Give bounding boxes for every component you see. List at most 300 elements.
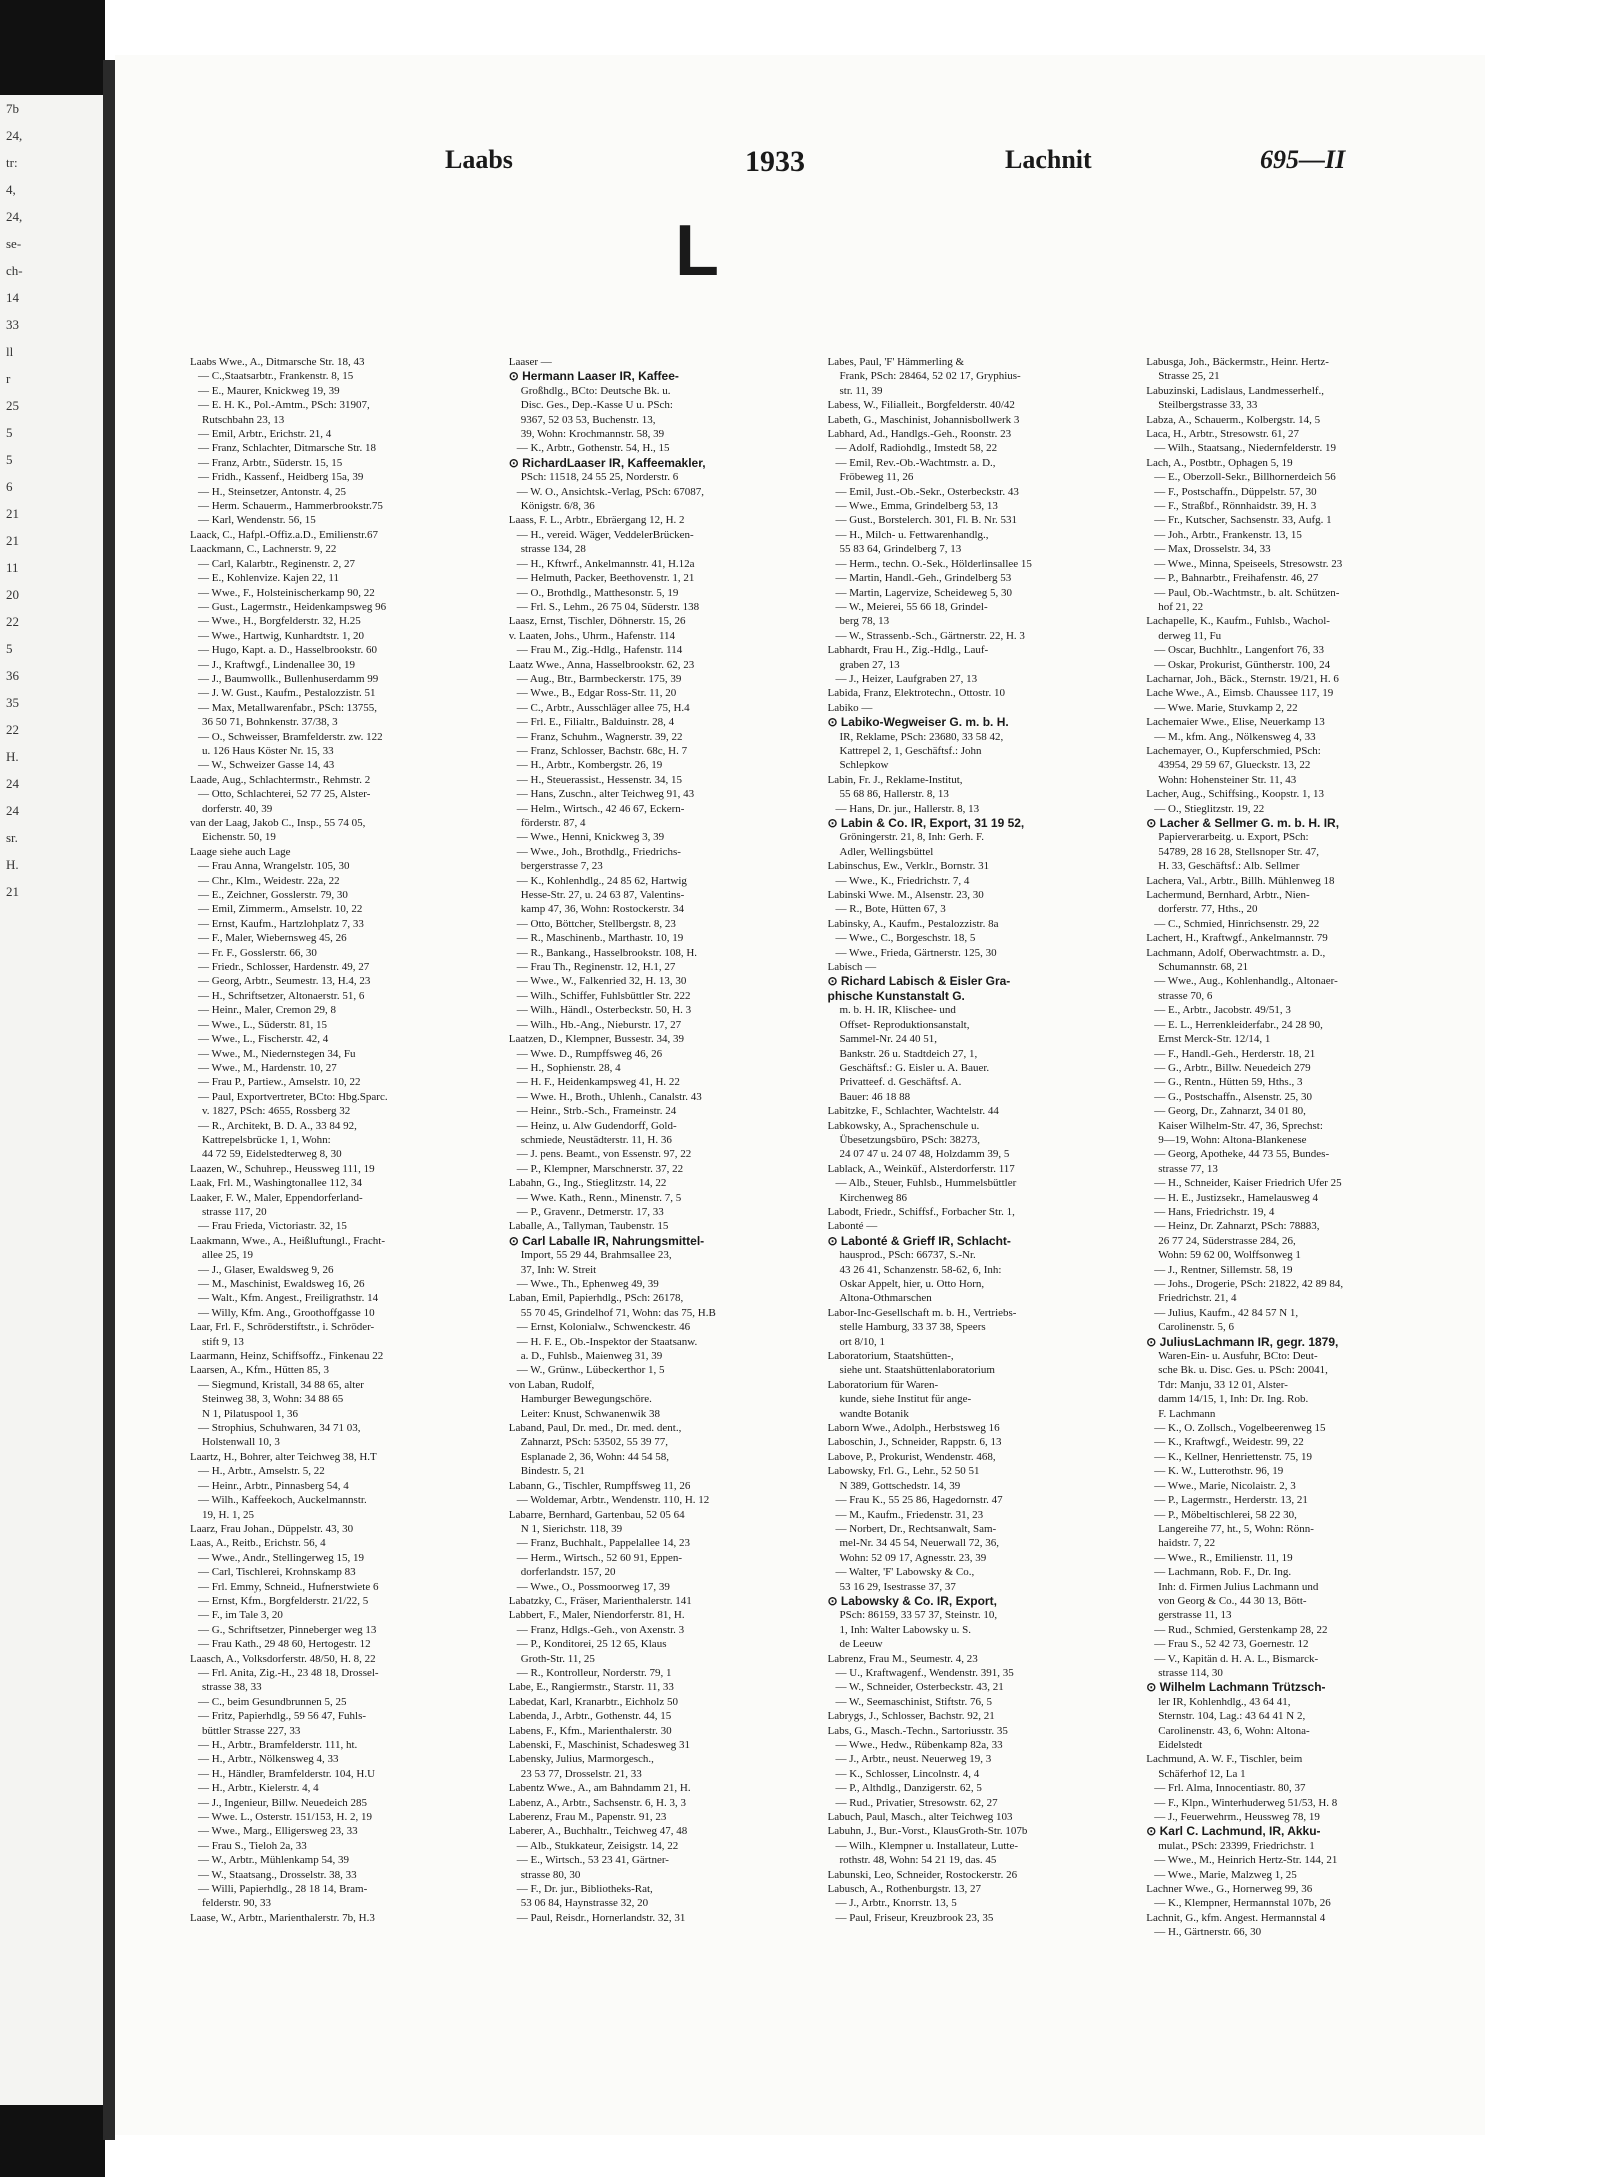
directory-entry-line: — K., Klempner, Hermannstal 107b, 26: [1154, 1897, 1331, 1910]
directory-entry-line: — Woldemar, Arbtr., Wendenstr. 110, H. 12: [516, 1494, 710, 1507]
directory-entry-line: — Emil, Arbtr., Erichstr. 21, 4: [198, 428, 332, 441]
directory-entry-line: — Helmuth, Packer, Beethovenstr. 1, 21: [516, 572, 695, 585]
directory-entry-line: mulat., PSch: 23399, Friedrichstr. 1: [1158, 1839, 1315, 1852]
directory-entry-line: — Frl. E., Filialtr., Balduinstr. 28, 4: [516, 716, 675, 729]
directory-entry-line: strasse 38, 33: [202, 1681, 262, 1694]
directory-entry-line: stift 9, 13: [202, 1335, 244, 1348]
directory-entry-line: — R., Maschinenb., Marthastr. 10, 19: [516, 932, 684, 945]
directory-entry-line: — Wwe., Joh., Brothdlg., Friedrichs-: [516, 845, 681, 858]
directory-entry-line: — Wwe. D., Rumpffsweg 46, 26: [516, 1047, 663, 1060]
directory-entry-line: de Leeuw: [839, 1638, 883, 1651]
directory-entry-line: 19, H. 1, 25: [202, 1508, 254, 1521]
directory-entry-line: — Walt., Kfm. Angest., Freiligrathstr. 14: [198, 1292, 379, 1305]
directory-entry-line: Hesse-Str. 27, u. 24 63 87, Valentins-: [520, 889, 685, 902]
directory-entry-line: Laballe, A., Tallyman, Taubenstr. 15: [508, 1220, 669, 1233]
directory-entry-line: — F., im Tale 3, 20: [198, 1609, 283, 1622]
directory-entry-line: Leiter: Knust, Schwanenwik 38: [520, 1407, 661, 1420]
directory-entry-line: Laakmann, Wwe., A., Heißluftungl., Fracht-: [190, 1234, 385, 1247]
firm-listing-line: ⊙ Labowsky & Co. IR, Export,: [827, 1593, 997, 1608]
directory-entry-line: — P., Bahnarbtr., Freihafenstr. 46, 27: [1154, 572, 1319, 585]
directory-entry-line: Laband, Paul, Dr. med., Dr. med. dent.,: [508, 1422, 682, 1435]
adjacent-page-fragment: 5: [6, 641, 13, 656]
directory-entry-line: Zahnarzt, PSch: 53502, 55 39 77,: [520, 1436, 669, 1449]
directory-entry-line: Labinschus, Ew., Verklr., Bornstr. 31: [827, 860, 990, 873]
adjacent-page-fragment: 33: [6, 317, 19, 332]
firm-listing-line: phische Kunstanstalt G.: [827, 988, 965, 1003]
directory-entry-line: derweg 11, Fu: [1158, 629, 1222, 642]
directory-entry-line: Lachemaier Wwe., Elise, Neuerkamp 13: [1146, 716, 1325, 729]
adjacent-page-fragment: tr:: [6, 155, 18, 170]
directory-entry-line: Schumannstr. 68, 21: [1158, 961, 1249, 974]
directory-entry-line: — Wilh., Staatsang., Niedernfelderstr. 19: [1154, 442, 1336, 455]
directory-entry-line: — Willy, Kfm. Ang., Groothoffgasse 10: [198, 1306, 375, 1319]
directory-entry-line: Laberer, A., Buchhaltr., Teichweg 47, 48: [508, 1825, 688, 1838]
adjacent-page-fragment: se-: [6, 236, 22, 251]
directory-entry-line: Ernst Merck-Str. 12/14, 1: [1158, 1033, 1271, 1046]
directory-entry-line: — Georg, Dr., Zahnarzt, 34 01 80,: [1154, 1105, 1306, 1118]
adjacent-page-fragment: 6: [6, 479, 13, 494]
directory-entry-line: Wohn: Hohensteiner Str. 11, 43: [1158, 773, 1297, 786]
directory-entry-line: Labeth, G., Maschinist, Johannisbollwerk 3: [827, 413, 1020, 426]
directory-entry-line: Lache Wwe., A., Eimsb. Chaussee 117, 19: [1146, 687, 1334, 700]
directory-entry-line: — Paul, Friseur, Kreuzbrook 23, 35: [835, 1911, 994, 1924]
firm-listing-line: ⊙ Lacher & Sellmer G. m. b. H. IR,: [1146, 816, 1340, 830]
directory-page: [115, 55, 1485, 2135]
firm-listing-line: ⊙ Hermann Laaser IR, Kaffee-: [508, 369, 679, 384]
directory-entry-line: — Wilh., Schiffer, Fuhlsbüttler Str. 222: [516, 989, 691, 1002]
directory-entry-line: — Paul, Reisdr., Hornerlandstr. 32, 31: [516, 1911, 686, 1924]
directory-entry-line: — C., beim Gesundbrunnen 5, 25: [198, 1695, 347, 1708]
directory-entry-line: Lachner Wwe., G., Hornerweg 99, 36: [1146, 1883, 1313, 1896]
directory-entry-line: — J., Glaser, Ewaldsweg 9, 26: [198, 1263, 334, 1276]
directory-entry-line: — W., Schneider, Osterbeckstr. 43, 21: [835, 1681, 1004, 1694]
directory-entry-line: — Wwe., M., Niedernstegen 34, Fu: [198, 1047, 356, 1060]
directory-entry-line: — Rud., Schmied, Gerstenkamp 28, 22: [1154, 1623, 1328, 1636]
directory-entry-line: — J., Baumwollk., Bullenhuserdamm 99: [198, 672, 379, 685]
directory-entry-line: Labisch —: [827, 961, 877, 974]
firm-listing-line: ⊙ Labin & Co. IR, Export, 31 19 52,: [827, 816, 1025, 830]
directory-entry-line: IR, Reklame, PSch: 23680, 33 58 42,: [839, 730, 1004, 743]
adjacent-page-fragment: 36: [6, 668, 19, 683]
directory-entry-line: — P., Althdlg., Danzigerstr. 62, 5: [835, 1782, 982, 1795]
adjacent-page-fragment: 24,: [6, 209, 23, 224]
directory-entry-line: — F., Klpn., Winterhuderweg 51/53, H. 8: [1154, 1796, 1338, 1809]
directory-entry-line: — Frau Frieda, Victoriastr. 32, 15: [198, 1220, 347, 1233]
directory-entry-line: — Ernst, Kolonialw., Schwenckestr. 46: [516, 1321, 691, 1334]
directory-entry-line: — Wwe., F., Holsteinischerkamp 90, 22: [198, 586, 375, 599]
adjacent-page-fragment: r: [6, 371, 11, 386]
directory-entry-line: N 1, Pilatuspool 1, 36: [202, 1407, 298, 1420]
directory-entry-line: siehe unt. Staatshüttenlaboratorium: [839, 1364, 995, 1377]
directory-entry-line: — Franz, Buchhalt., Pappelallee 14, 23: [516, 1537, 690, 1550]
directory-entry-line: Labonté —: [827, 1220, 878, 1233]
directory-entry-line: Carolinenstr. 5, 6: [1158, 1321, 1235, 1334]
adjacent-page-fragment: 21: [6, 533, 19, 548]
directory-entry-line: Lachemayer, O., Kupferschmied, PSch:: [1146, 744, 1321, 757]
directory-entry-line: — H., Arbtr., Kielerstr. 4, 4: [198, 1782, 319, 1795]
directory-entry-line: Lacharnar, Joh., Bäck., Sternstr. 19/21, H. 6: [1146, 672, 1339, 685]
adjacent-page-edge: [0, 95, 103, 2105]
directory-entry-line: PSch: 86159, 33 57 37, Steinstr. 10,: [839, 1609, 998, 1622]
directory-entry-line: — F., Dr. jur., Bibliotheks-Rat,: [516, 1883, 653, 1896]
directory-entry-line: — W., Schweizer Gasse 14, 43: [198, 759, 335, 772]
directory-entry-line: 1, Inh: Walter Labowsky u. S.: [839, 1623, 972, 1636]
adjacent-page-fragment: 11: [6, 560, 19, 575]
adjacent-page-fragment: 4,: [6, 182, 16, 197]
directory-entry-line: 9—19, Wohn: Altona-Blankenese: [1158, 1133, 1307, 1146]
directory-entry-line: gerstrasse 11, 13: [1158, 1609, 1232, 1622]
directory-entry-line: — Alb., Stukkateur, Zeisigstr. 14, 22: [516, 1839, 679, 1852]
adjacent-page-fragment: 14: [6, 290, 19, 305]
directory-entry-line: — Frau Kath., 29 48 60, Hertogestr. 12: [198, 1638, 371, 1651]
directory-entry-line: — F., Handl.-Geh., Herderstr. 18, 21: [1154, 1047, 1316, 1060]
directory-entry-line: — Max, Drosselstr. 34, 33: [1154, 543, 1271, 556]
directory-entry-line: — Wwe., Marie, Malzweg 1, 25: [1154, 1868, 1297, 1881]
directory-entry-line: — Martin, Lagervize, Scheideweg 5, 30: [835, 586, 1013, 599]
directory-entry-line: Labkowsky, A., Sprachenschule u.: [827, 1119, 980, 1132]
directory-entry-line: kamp 47, 36, Wohn: Rostockerstr. 34: [520, 903, 685, 916]
directory-entry-line: Laban, Emil, Papierhdlg., PSch: 26178,: [508, 1292, 684, 1305]
directory-entry-line: — Wwe. Marie, Stuvkamp 2, 22: [1154, 701, 1298, 714]
directory-entry-line: Laackmann, C., Lachnerstr. 9, 22: [190, 543, 337, 556]
directory-entry-line: — Strophius, Schuhwaren, 34 71 03,: [198, 1422, 361, 1435]
adjacent-page-fragment: 22: [6, 722, 19, 737]
directory-entry-line: — H., Sophienstr. 28, 4: [516, 1061, 621, 1074]
directory-entry-line: Laas, A., Reitb., Erichstr. 56, 4: [190, 1537, 326, 1550]
directory-entry-line: u. 126 Haus Köster Nr. 15, 33: [202, 744, 334, 757]
directory-entry-line: — H., Arbtr., Amselstr. 5, 22: [198, 1465, 325, 1478]
directory-entry-line: — Otto, Schlachterei, 52 77 25, Alster-: [198, 788, 371, 801]
directory-entry-line: — Paul, Ob.-Wachtmstr., b. alt. Schützen-: [1154, 586, 1340, 599]
page-number: 695—II: [1260, 145, 1346, 174]
directory-entry-line: Rutschbahn 23, 13: [202, 413, 285, 426]
directory-entry-line: Wohn: 59 62 00, Wolffsonweg 1: [1158, 1249, 1301, 1262]
directory-entry-line: damm 14/15, 1, Inh: Dr. Ing. Rob.: [1158, 1393, 1309, 1406]
directory-entry-line: — Siegmund, Kristall, 34 88 65, alter: [198, 1378, 364, 1391]
firm-listing-line: ⊙ Richard Labisch & Eisler Gra-: [827, 974, 1011, 989]
directory-entry-line: — C., Schmied, Hinrichsenstr. 29, 22: [1154, 917, 1320, 930]
directory-entry-line: Laatz Wwe., Anna, Hasselbrookstr. 62, 23: [508, 658, 695, 671]
directory-entry-line: a. D., Fuhlsb., Maienweg 31, 39: [520, 1350, 663, 1363]
directory-entry-line: — J., Ingenieur, Billw. Neuedeich 285: [198, 1796, 368, 1809]
directory-entry-line: — U., Kraftwagenf., Wendenstr. 391, 35: [835, 1666, 1014, 1679]
directory-entry-line: büttler Strasse 227, 33: [202, 1724, 301, 1737]
directory-entry-line: — O., Stieglitzstr. 19, 22: [1154, 802, 1265, 815]
directory-entry-line: Langereihe 77, ht., 5, Wohn: Rönn-: [1158, 1522, 1314, 1535]
adjacent-page-fragment: 24: [6, 803, 19, 818]
directory-entry-line: — R., Architekt, B. D. A., 33 84 92,: [198, 1119, 357, 1132]
directory-entry-line: — H. F., Heidenkampsweg 41, H. 22: [516, 1076, 680, 1089]
directory-entry-line: Kirchenweg 86: [839, 1191, 908, 1204]
directory-entry-line: Papierverarbeitg. u. Export, PSch:: [1158, 831, 1309, 844]
directory-entry-line: haidstr. 7, 22: [1158, 1537, 1216, 1550]
directory-entry-line: Labinski Wwe. M., Alsenstr. 23, 30: [827, 889, 984, 902]
directory-entry-line: — V., Kapitän d. H. A. L., Bismarck-: [1154, 1652, 1319, 1665]
directory-entry-line: — R., Kontrolleur, Norderstr. 79, 1: [516, 1666, 672, 1679]
directory-entry-line: Lablack, A., Weinküf., Alsterdorferstr. 117: [827, 1162, 1015, 1175]
directory-entry-line: Frank, PSch: 28464, 52 02 17, Gryphius-: [839, 370, 1021, 383]
directory-entry-line: 43 26 41, Schanzenstr. 58-62, 6, Inh:: [839, 1263, 1002, 1276]
directory-entry-line: — Frl. Anita, Zig.-H., 23 48 18, Drossel-: [198, 1666, 379, 1679]
directory-entry-line: Labrenz, Frau M., Seumestr. 4, 23: [827, 1652, 978, 1665]
directory-entry-line: allee 25, 19: [202, 1249, 254, 1262]
directory-entry-line: — W., Meierei, 55 66 18, Grindel-: [835, 600, 988, 613]
directory-entry-line: 55 70 45, Grindelhof 71, Wohn: das 75, H.B: [520, 1306, 716, 1319]
directory-entry-line: — K., Schlosser, Lincolnstr. 4, 4: [835, 1767, 980, 1780]
directory-entry-line: Labunski, Leo, Schneider, Rostockerstr. 26: [827, 1868, 1018, 1881]
directory-entry-line: Inh: d. Firmen Julius Lachmann und: [1158, 1580, 1319, 1593]
section-letter: L: [675, 211, 719, 291]
adjacent-page-fragment: ll: [6, 344, 14, 359]
directory-entry-line: Labusga, Joh., Bäckermstr., Heinr. Hertz-: [1146, 356, 1329, 368]
directory-entry-line: Lachnit, G., kfm. Angest. Hermannstal 4: [1146, 1911, 1326, 1924]
adjacent-page-fragment: 21: [6, 506, 19, 521]
directory-entry-line: — Heinz, Dr. Zahnarzt, PSch: 78883,: [1154, 1220, 1320, 1233]
directory-entry-line: — Wwe., M., Heinrich Hertz-Str. 144, 21: [1154, 1854, 1338, 1867]
directory-entry-line: — Hans, Friedrichstr. 19, 4: [1154, 1205, 1275, 1218]
directory-entry-line: — Martin, Handl.-Geh., Grindelberg 53: [835, 572, 1012, 585]
directory-entry-line: — R., Bankang., Hasselbrookstr. 108, H.: [516, 946, 698, 959]
directory-entry-line: Labenz, A., Arbtr., Sachsenstr. 6, H. 3, 3: [508, 1796, 686, 1809]
directory-entry-line: Labowsky, Frl. G., Lehr., 52 50 51: [827, 1465, 980, 1478]
directory-entry-line: — Wwe., W., Falkenried 32, H. 13, 30: [516, 975, 687, 988]
directory-columns: [190, 355, 1455, 2125]
directory-entry-line: — Fr. F., Gosslerstr. 66, 30: [198, 946, 317, 959]
directory-entry-line: — Heinr., Strb.-Sch., Frameinstr. 24: [516, 1105, 677, 1118]
directory-entry-line: Lachmann, Adolf, Oberwachtmstr. a. D.,: [1146, 946, 1326, 959]
header-last-entry: Lachnit: [1005, 145, 1092, 174]
directory-entry-line: Geschäftsf.: G. Eisler u. A. Bauer.: [839, 1061, 990, 1074]
directory-entry-line: Labida, Franz, Elektrotechn., Ottostr. 10: [827, 687, 1005, 700]
directory-entry-line: Laaser —: [508, 356, 552, 368]
directory-entry-line: — O., Brothdlg., Matthesonstr. 5, 19: [516, 586, 679, 599]
directory-entry-line: ler IR, Kohlenhdlg., 43 64 41,: [1158, 1695, 1291, 1708]
directory-entry-line: Laarmann, Heinz, Schiffsoffz., Finkenau 22: [190, 1350, 384, 1363]
directory-entry-line: Laack, C., Hafpl.-Offiz.a.D., Emilienstr.67: [190, 528, 378, 541]
directory-entry-line: — Wwe., Frieda, Gärtnerstr. 125, 30: [835, 946, 997, 959]
directory-entry-line: Laca, H., Arbtr., Stresowstr. 61, 27: [1146, 428, 1300, 441]
directory-entry-line: — Heinz, u. Alw Gudendorff, Gold-: [516, 1119, 677, 1132]
directory-entry-line: kunde, siehe Institut für ange-: [839, 1393, 972, 1406]
directory-entry-line: — Lachmann, Rob. F., Dr. Ing.: [1154, 1566, 1292, 1579]
directory-entry-line: Kaiser Wilhelm-Str. 47, 36, Sprechst:: [1158, 1119, 1323, 1132]
directory-entry-line: — Heinr., Arbtr., Pinnasberg 54, 4: [198, 1479, 349, 1492]
directory-entry-line: — Frl. Emmy, Schneid., Hufnerstwiete 6: [198, 1580, 379, 1593]
directory-entry-line: Bindestr. 5, 21: [520, 1465, 585, 1478]
directory-entry-line: Laaker, F. W., Maler, Eppendorferland-: [190, 1191, 363, 1204]
directory-entry-line: Laasch, A., Volksdorferstr. 48/50, H. 8, 22: [190, 1652, 376, 1665]
directory-entry-line: — C., Arbtr., Ausschläger allee 75, H.4: [516, 701, 690, 714]
directory-entry-line: Esplanade 2, 36, Wohn: 44 54 58,: [520, 1450, 670, 1463]
adjacent-page-fragment: 25: [6, 398, 19, 413]
directory-entry-line: — G., Postschaffn., Alsenstr. 25, 30: [1154, 1090, 1313, 1103]
directory-entry-line: — K., Kraftwgf., Weidestr. 99, 22: [1154, 1436, 1304, 1449]
directory-entry-line: mel-Nr. 34 45 54, Neuerwall 72, 36,: [839, 1537, 999, 1550]
directory-entry-line: — Frau S., 52 42 73, Goernestr. 12: [1154, 1638, 1309, 1651]
directory-entry-line: 24 07 47 u. 24 07 48, Holzdamm 39, 5: [839, 1148, 1010, 1161]
directory-column-4: [1146, 355, 1455, 2125]
directory-entry-line: wandte Botanik: [839, 1407, 909, 1420]
directory-entry-line: — J., Feuerwehrm., Heussweg 78, 19: [1154, 1811, 1320, 1824]
directory-entry-line: — Emil, Zimmerm., Amselstr. 10, 22: [198, 903, 363, 916]
directory-entry-line: — Wwe. H., Broth., Uhlenh., Canalstr. 43: [516, 1090, 702, 1103]
directory-entry-line: — H., Gärtnerstr. 66, 30: [1154, 1926, 1262, 1939]
directory-entry-line: 53 16 29, Isestrasse 37, 37: [839, 1580, 956, 1593]
directory-entry-line: 44 72 59, Eidelstedterweg 8, 30: [202, 1148, 342, 1161]
directory-entry-line: — H., Schriftsetzer, Altonaerstr. 51, 6: [198, 989, 365, 1002]
directory-entry-line: N 1, Sierichstr. 118, 39: [520, 1522, 623, 1535]
directory-entry-line: — H., Steinsetzer, Antonstr. 4, 25: [198, 485, 347, 498]
directory-entry-line: schmiede, Neustädterstr. 11, H. 36: [520, 1133, 672, 1146]
directory-entry-line: Laage siehe auch Lage: [190, 845, 291, 858]
directory-entry-line: — Frau Th., Reginenstr. 12, H.1, 27: [516, 961, 676, 974]
directory-entry-line: Labuzinski, Ladislaus, Landmesserhelf.,: [1146, 384, 1325, 397]
directory-entry-line: — Fridh., Kassenf., Heidberg 15a, 39: [198, 471, 364, 484]
directory-entry-line: Laartz, H., Bohrer, alter Teichweg 38, H.T: [190, 1450, 377, 1463]
directory-entry-line: — H., Milch- u. Fettwarenhandlg.,: [835, 528, 989, 541]
directory-entry-line: Laatzen, D., Klempner, Bussestr. 34, 39: [508, 1033, 684, 1046]
directory-entry-line: Lachera, Val., Arbtr., Billh. Mühlenweg 18: [1146, 874, 1335, 887]
directory-entry-line: — Oscar, Buchhltr., Langenfort 76, 33: [1154, 644, 1324, 657]
directory-entry-line: 23 53 77, Drosselstr. 21, 33: [520, 1767, 642, 1780]
directory-entry-line: — J., Arbtr., Knorrstr. 13, 5: [835, 1897, 957, 1910]
directory-entry-line: 43954, 29 59 67, Glueckstr. 13, 22: [1158, 759, 1311, 772]
directory-entry-line: Labenda, J., Arbtr., Gothenstr. 44, 15: [508, 1710, 672, 1723]
directory-entry-line: — E. L., Herrenkleiderfabr., 24 28 90,: [1154, 1018, 1323, 1031]
directory-entry-line: — C.,Staatsarbtr., Frankenstr. 8, 15: [198, 370, 354, 383]
directory-entry-line: hausprod., PSch: 66737, S.-Nr.: [839, 1249, 976, 1262]
directory-entry-line: — E., Maurer, Knickweg 19, 39: [198, 384, 340, 397]
directory-entry-line: — Alb., Steuer, Fuhlsb., Hummelsbüttler: [835, 1177, 1017, 1190]
directory-entry-line: — Hans, Zuschn., alter Teichweg 91, 43: [516, 788, 695, 801]
header-first-entry: Laabs: [445, 145, 513, 174]
directory-entry-line: — P., Lagermstr., Herderstr. 13, 21: [1154, 1494, 1308, 1507]
directory-entry-line: — Wwe., Marie, Nicolaistr. 2, 3: [1154, 1479, 1296, 1492]
directory-entry-line: — K., Arbtr., Gothenstr. 54, H., 15: [516, 442, 670, 455]
directory-entry-line: Laboratorium für Waren-: [827, 1378, 939, 1391]
directory-entry-line: Labensky, Julius, Marmorgesch.,: [508, 1753, 654, 1766]
directory-entry-line: hof 21, 22: [1158, 600, 1204, 613]
directory-entry-line: — E., Arbtr., Jacobstr. 49/51, 3: [1154, 1004, 1291, 1017]
directory-entry-line: Kattrepelsbrücke 1, 1, Wohn:: [202, 1133, 331, 1146]
directory-entry-line: Labatzky, C., Fräser, Marienthalerstr. 141: [508, 1594, 692, 1607]
directory-entry-line: — K., Kellner, Henriettenstr. 75, 19: [1154, 1450, 1313, 1463]
directory-entry-line: — Franz, Arbtr., Süderstr. 15, 15: [198, 456, 343, 469]
directory-entry-line: Laak, Frl. M., Washingtonallee 112, 34: [190, 1177, 363, 1190]
directory-entry-line: — Norbert, Dr., Rechtsanwalt, Sam-: [835, 1522, 997, 1535]
directory-entry-line: strasse 114, 30: [1158, 1666, 1223, 1679]
directory-entry-line: — Wwe., Andr., Stellingerweg 15, 19: [198, 1551, 364, 1564]
directory-entry-line: dorferlandstr. 157, 20: [520, 1566, 616, 1579]
directory-entry-line: Privatteef. d. Geschäftsf. A.: [839, 1076, 962, 1089]
directory-entry-line: — Ernst, Kaufm., Hartzlohplatz 7, 33: [198, 917, 364, 930]
directory-entry-line: — Wwe., M., Hardenstr. 10, 27: [198, 1061, 337, 1074]
directory-entry-line: Import, 55 29 44, Brahmsallee 23,: [520, 1249, 672, 1262]
directory-entry-line: — J., Rentner, Sillemstr. 58, 19: [1154, 1263, 1293, 1276]
directory-entry-line: — H., Schneider, Kaiser Friedrich Ufer 25: [1154, 1177, 1342, 1190]
directory-entry-line: Labza, A., Schauerm., Kolbergstr. 14, 5: [1146, 413, 1321, 426]
directory-entry-line: — W., Strassenb.-Sch., Gärtnerstr. 22, H. 3: [835, 629, 1025, 642]
directory-entry-line: — Willi, Papierhdlg., 28 18 14, Bram-: [198, 1883, 368, 1896]
adjacent-page-fragment: 5: [6, 452, 13, 467]
directory-entry-line: — Franz, Schuhm., Wagnerstr. 39, 22: [516, 730, 683, 743]
directory-entry-line: — Max, Metallwarenfabr., PSch: 13755,: [198, 701, 378, 714]
directory-entry-line: Labhard, Ad., Handlgs.-Geh., Roonstr. 23: [827, 428, 1012, 441]
directory-entry-line: Labin, Fr. J., Reklame-Institut,: [827, 773, 963, 786]
directory-entry-line: — Frl. Alma, Innocentiastr. 80, 37: [1154, 1782, 1306, 1795]
directory-entry-line: Laarsen, A., Kfm., Hütten 85, 3: [190, 1364, 329, 1377]
directory-entry-line: — H., Arbtr., Kombergstr. 26, 19: [516, 759, 663, 772]
directory-entry-line: — Frl. S., Lehm., 26 75 04, Süderstr. 138: [516, 600, 700, 613]
directory-entry-line: Labe, E., Rangiermstr., Starstr. 11, 33: [508, 1681, 674, 1694]
directory-entry-line: — Franz, Hdlgs.-Geh., von Axenstr. 3: [516, 1623, 685, 1636]
directory-entry-line: — Emil, Rev.-Ob.-Wachtmstr. a. D.,: [835, 456, 996, 469]
directory-entry-line: rothstr. 48, Wohn: 54 21 19, das. 45: [839, 1854, 997, 1867]
directory-entry-line: H. 33, Geschäftsf.: Alb. Sellmer: [1158, 860, 1300, 873]
directory-entry-line: — Hugo, Kapt. a. D., Hasselbrookstr. 60: [198, 644, 378, 657]
directory-entry-line: — Franz, Schlosser, Bachstr. 68c, H. 7: [516, 744, 688, 757]
directory-entry-line: — Wwe., H., Borgfelderstr. 32, H.25: [198, 615, 361, 628]
directory-entry-line: Laass, F. L., Arbtr., Ebräergang 12, H. 2: [508, 514, 685, 527]
directory-entry-line: 26 77 24, Süderstrasse 284, 26,: [1158, 1234, 1296, 1247]
directory-entry-line: Labor-Inc-Gesellschaft m. b. H., Vertriebs-: [827, 1306, 1017, 1319]
directory-entry-line: — Wwe., R., Emilienstr. 11, 19: [1154, 1551, 1293, 1564]
directory-entry-line: Labodt, Friedr., Schiffsf., Forbacher Str. 1,: [827, 1205, 1015, 1218]
directory-entry-line: str. 11, 39: [839, 384, 883, 397]
directory-entry-line: — Frau P., Partiew., Amselstr. 10, 22: [198, 1076, 361, 1089]
directory-entry-line: Labens, F., Kfm., Marienthalerstr. 30: [508, 1724, 672, 1737]
directory-entry-line: — Herm., Wirtsch., 52 60 91, Eppen-: [516, 1551, 682, 1564]
adjacent-page-fragment: 7b: [6, 101, 19, 116]
directory-entry-line: — W. O., Ansichtsk.-Verlag, PSch: 67087,: [516, 485, 705, 498]
directory-entry-line: — P., Möbeltischlerei, 58 22 30,: [1154, 1508, 1297, 1521]
directory-entry-line: dorferstr. 40, 39: [202, 802, 273, 815]
directory-entry-line: — E., Zeichner, Gosslerstr. 79, 30: [198, 889, 348, 902]
adjacent-page-fragment: ch-: [6, 263, 23, 278]
directory-entry-line: — Wwe., B., Edgar Ross-Str. 11, 20: [516, 687, 677, 700]
directory-entry-line: Laborn Wwe., Adolph., Herbstsweg 16: [827, 1422, 1000, 1435]
directory-entry-line: Laar, Frl. F., Schröderstiftstr., i. Schröder-: [190, 1321, 375, 1334]
directory-entry-line: — Fritz, Papierhdlg., 59 56 47, Fuhls-: [198, 1710, 367, 1723]
directory-entry-line: — Friedr., Schlosser, Hardenstr. 49, 27: [198, 961, 370, 974]
directory-entry-line: Übesetzungsbüro, PSch: 38273,: [839, 1133, 981, 1146]
directory-entry-line: — Emil, Just.-Ob.-Sekr., Osterbeckstr. 43: [835, 485, 1019, 498]
directory-entry-line: strasse 77, 13: [1158, 1162, 1218, 1175]
directory-entry-line: N 389, Gottschedstr. 14, 39: [839, 1479, 961, 1492]
directory-entry-line: — Wwe., Hedw., Rübenkamp 82a, 33: [835, 1739, 1003, 1751]
directory-entry-line: Laboratorium, Staatshütten-,: [827, 1350, 954, 1363]
directory-entry-line: Labitzke, F., Schlachter, Wachtelstr. 44: [827, 1105, 999, 1118]
directory-entry-line: Friedrichstr. 21, 4: [1158, 1292, 1237, 1305]
directory-entry-line: — Wwe., Aug., Kohlenhandlg., Altonaer-: [1154, 975, 1338, 988]
firm-listing-line: ⊙ Wilhelm Lachmann Trützsch-: [1146, 1680, 1326, 1695]
directory-entry-line: — E. H. K., Pol.-Amtm., PSch: 31907,: [198, 399, 370, 412]
directory-entry-line: Gröningerstr. 21, 8, Inh: Gerh. F.: [839, 831, 985, 844]
directory-entry-line: Labes, Paul, 'F' Hämmerling &: [827, 356, 965, 368]
directory-column-2: [509, 355, 818, 2125]
firm-listing-line: ⊙ Karl C. Lachmund, IR, Akku-: [1146, 1824, 1321, 1839]
directory-entry-line: 55 68 86, Hallerstr. 8, 13: [839, 788, 949, 801]
directory-entry-line: — H., Arbtr., Bramfelderstr. 111, ht.: [198, 1739, 358, 1751]
directory-entry-line: von Laban, Rudolf,: [508, 1378, 595, 1391]
directory-entry-line: — Wwe., C., Borgeschstr. 18, 5: [835, 932, 976, 945]
directory-entry-line: von Georg & Co., 44 30 13, Bött-: [1158, 1594, 1307, 1607]
directory-entry-line: strasse 117, 20: [202, 1205, 267, 1218]
directory-entry-line: — Joh., Arbtr., Frankenstr. 13, 15: [1154, 528, 1302, 541]
directory-entry-line: — Wwe., Henni, Knickweg 3, 39: [516, 831, 665, 844]
directory-entry-line: — M., Maschinist, Ewaldsweg 16, 26: [198, 1278, 365, 1290]
directory-entry-line: Labrygs, J., Schlosser, Bachstr. 92, 21: [827, 1710, 995, 1723]
